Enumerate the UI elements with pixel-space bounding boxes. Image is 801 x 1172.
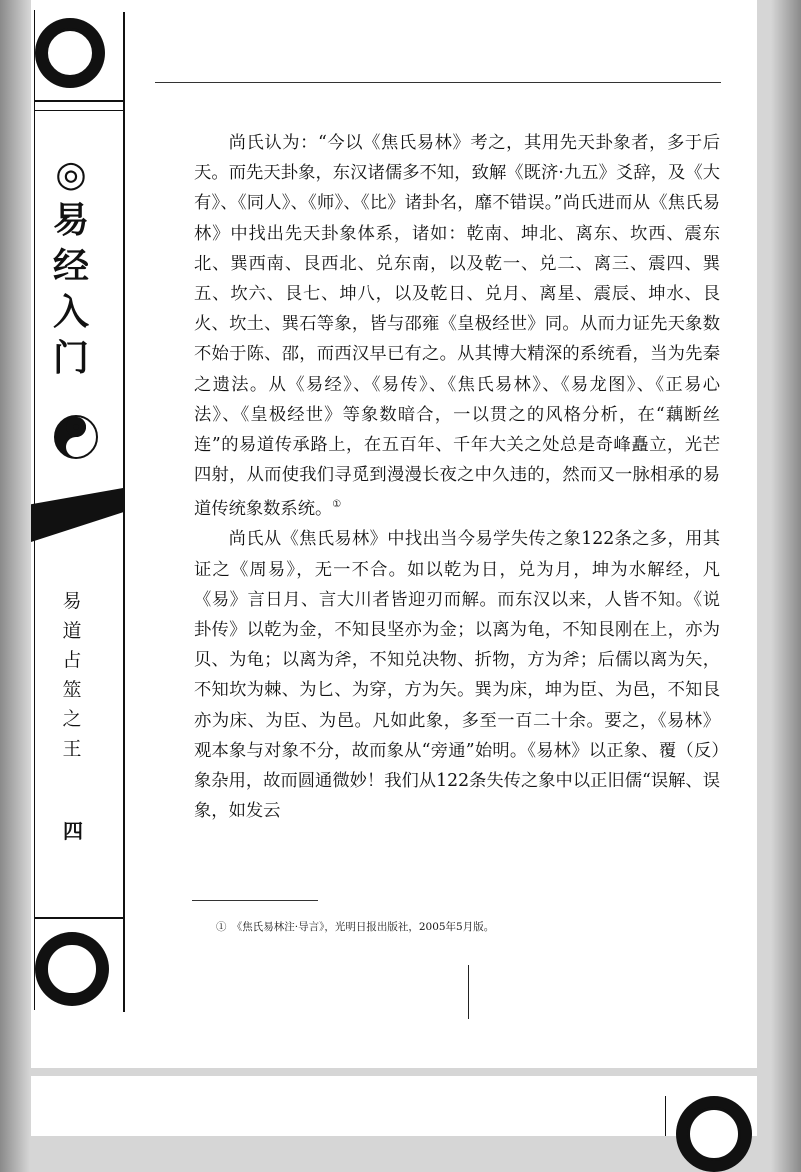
paragraph-2: 尚氏从《焦氏易林》中找出当今易学失传之象122条之多，用其证之《周易》，无一不合。如以乾为日，兑为月，坤为水解经，凡《易》言日月、言大川者皆迎刃而解。而东汉以来，人皆不知。《说卦传》以乾为金，不知艮坚亦为金；以离为龟，不知艮刚在上，亦为贝、为龟；以离为斧，不知兑决物、折物，方为斧；后儒以离为矢，不知坎为棘、为匕、为穿，方为矢。巽为床，坤为臣、为邑，不知艮亦为床、为臣、为邑。凡如此象，多至一百二十余。要之，《易林》观本象与对象不分，故而象从“旁通”始明。《易林》以正象、覆（反）象杂用，故而圆通微妙！我们从122条失传之象中以正旧儒“误解、误象，如发云 [194,529,720,822]
sidebar-rule-bottom [34,917,124,919]
dragon-emblem-top-icon [35,18,105,88]
footnote-ref: ① [332,499,342,511]
sidebar-rule-top [34,100,124,102]
body-text [194,128,720,826]
gutter-mark [468,965,469,1019]
next-page-rule [665,1096,666,1136]
book-title-vertical: ◎ 易 经 入 门 [52,154,89,379]
page-number: 四 [63,819,83,843]
document-page [31,0,757,1068]
next-page [31,1076,757,1136]
yin-yang-icon [54,415,98,459]
sidebar-rule-mid [34,110,124,111]
footnote-rule [192,900,318,901]
sidebar-rule-right [123,12,125,1012]
dragon-emblem-bottom-icon [35,932,109,1006]
paragraph-1: 尚氏认为：“今以《焦氏易林》考之，其用先天卦象者，多于后天。而先天卦象，东汉诸儒多不知，致解《既济·九五》爻辞，及《大有》、《同人》、《师》、《比》诸卦名，靡不错误。”尚氏进而从《焦氏易林》中找出先天卦象体系，诸如：乾南、坤北、离东、坎西、震东北、巽西南、艮西北、兑东南，以及乾一、兑二、离三、震四、巽五、坎六、艮七、坤八，以及乾日、兑月、离星、震辰、坤水、艮火、坎土、巽石等象，皆与邵雍《皇极经世》同。从而力证先天象数不始于陈、邵，而西汉早已有之。从其博大精深的系统看，当为先秦之遗法。从《易经》、《易传》、《焦氏易林》、《易龙图》、《正易心法》、《皇极经世》等象数暗合，一以贯之的风格分析，在“藕断丝连”的易道传承路上，在五百年、千年大关之处总是奇峰矗立，光芒四射，从而使我们寻觅到漫漫长夜之中久违的，然而又一脉相承的易道传统象数系统。① [194,133,720,520]
header-rule [155,82,721,83]
sidebar-black-band [31,488,123,542]
section-title-vertical: 易 道 占 筮 之 王 [62,590,82,760]
footnote: ① 《焦氏易林注·导言》，光明日报出版社，2005年5月版。 [216,921,495,933]
dragon-emblem-next-icon [676,1096,752,1172]
